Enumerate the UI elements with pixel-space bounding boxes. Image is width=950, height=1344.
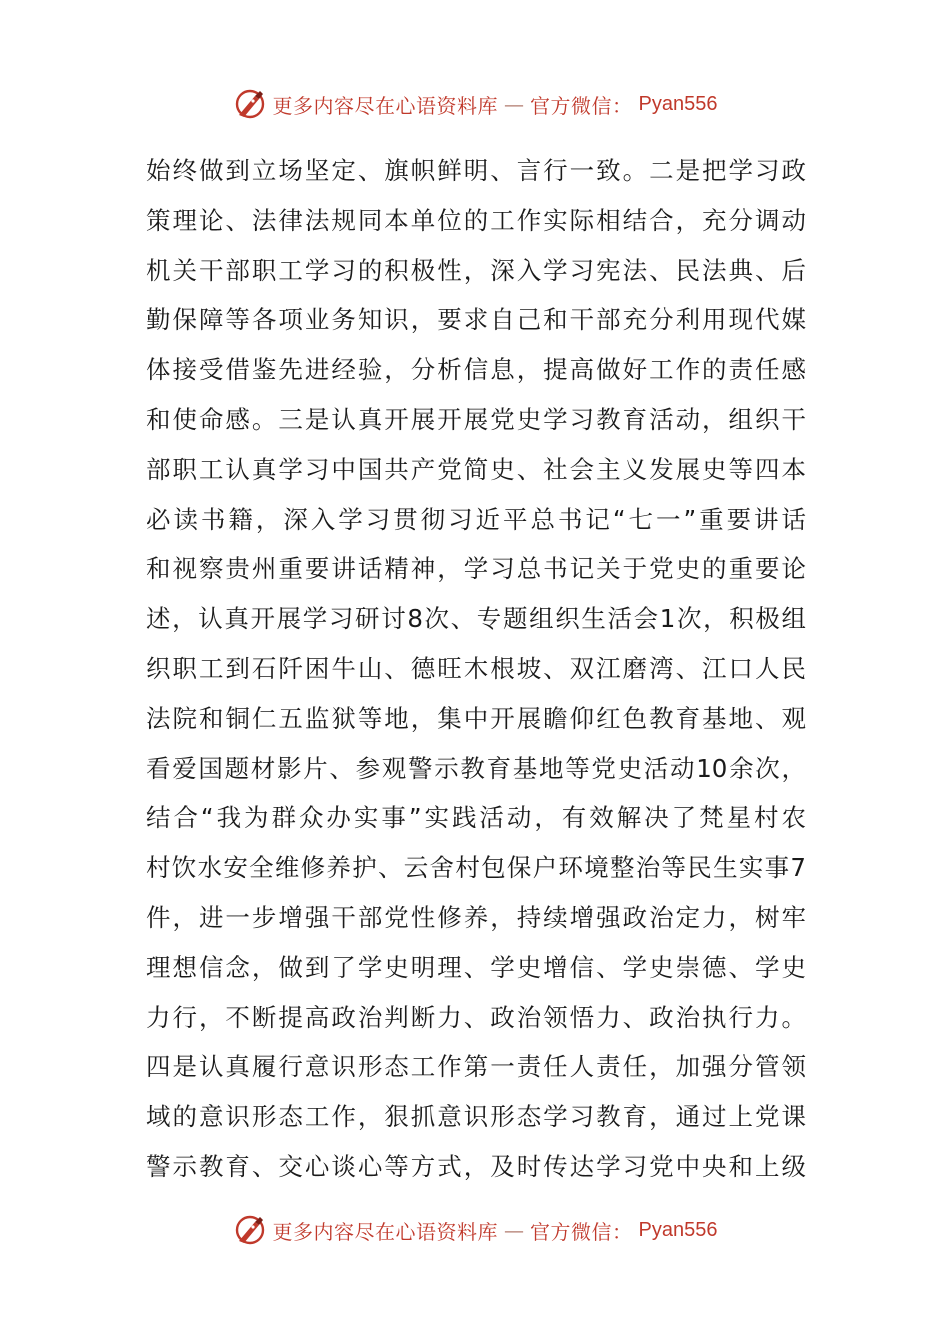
header-wechat-label: 官方微信：: [530, 93, 633, 118]
body-line: 看爱国题材影片、参观警示教育基地等党史活动10余次，: [146, 753, 806, 783]
header-separator: —: [504, 92, 525, 116]
body-line: 警示教育、交心谈心等方式，及时传达学习党中央和上级: [146, 1151, 806, 1181]
body-line: 理想信念，做到了学史明理、学史增信、学史崇德、学史: [146, 952, 806, 982]
body-line: 体接受借鉴先进经验，分析信息，提高做好工作的责任感: [146, 355, 806, 385]
body-line: 件，进一步增强干部党性修养，持续增强政治定力，树牢: [146, 902, 806, 932]
body-line: 述，认真开展学习研讨8次、专题组织生活会1次，积极组: [146, 604, 806, 634]
body-line: 法院和铜仁五监狱等地，集中开展瞻仰红色教育基地、观: [146, 703, 806, 733]
document-body: [146, 146, 806, 1192]
body-line: 部职工认真学习中国共产党简史、社会主义发展史等四本: [146, 454, 806, 484]
body-line: 域的意识形态工作，狠抓意识形态学习教育，通过上党课: [146, 1102, 806, 1132]
body-line: 力行，不断提高政治判断力、政治领悟力、政治执行力。: [146, 1002, 806, 1032]
body-line: 和使命感。三是认真开展开展党史学习教育活动，组织干: [146, 404, 806, 434]
body-line: 和视察贵州重要讲话精神，学习总书记关于党史的重要论: [146, 554, 806, 584]
footer-site-text: 更多内容尽在心语资料库: [272, 1219, 499, 1244]
pen-nib-logo-icon: [233, 87, 267, 121]
pen-nib-logo-icon: [233, 1213, 267, 1247]
footer-separator: —: [504, 1218, 525, 1242]
body-line: 勤保障等各项业务知识，要求自己和干部充分利用现代媒: [146, 305, 806, 335]
body-line: 织职工到石阡困牛山、德旺木根坡、双江磨湾、江口人民: [146, 653, 806, 683]
body-line: 结合“我为群众办实事”实践活动，有效解决了梵星村农: [146, 803, 806, 833]
body-line: 策理论、法律法规同本单位的工作实际相结合，充分调动: [146, 205, 806, 235]
header-wechat-handle: Pyan556: [638, 92, 718, 115]
footer-banner: [0, 1210, 950, 1250]
body-line: 必读书籍，深入学习贯彻习近平总书记“七一”重要讲话: [146, 504, 806, 534]
footer-wechat-label: 官方微信：: [530, 1219, 633, 1244]
footer-wechat-handle: Pyan556: [638, 1218, 718, 1241]
body-line: 始终做到立场坚定、旗帜鲜明、言行一致。二是把学习政: [146, 156, 806, 185]
body-line: 四是认真履行意识形态工作第一责任人责任，加强分管领: [146, 1052, 806, 1082]
body-line: 村饮水安全维修养护、云舍村包保户环境整治等民生实事7: [146, 853, 806, 883]
header-site-text: 更多内容尽在心语资料库: [272, 93, 499, 118]
body-line: 机关干部职工学习的积极性，深入学习宪法、民法典、后: [146, 255, 806, 285]
header-banner: [0, 84, 950, 124]
